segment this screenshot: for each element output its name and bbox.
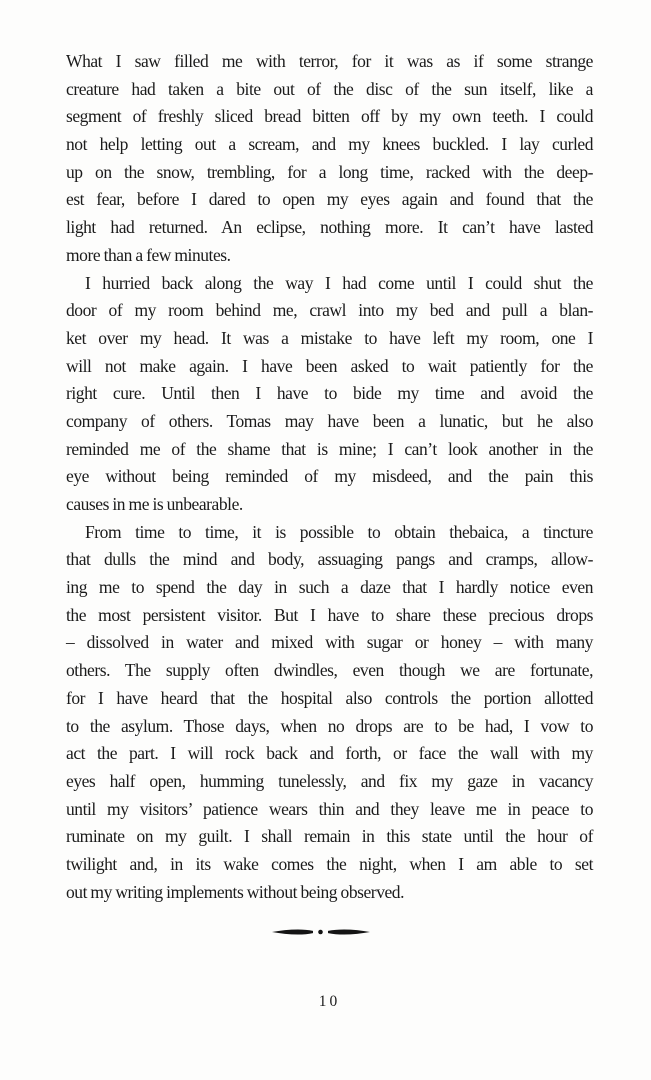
text-line: not help letting out a scream, and my knees buckled. I lay curled [66, 134, 593, 155]
text-line: From time to time, it is possible to obtain thebaica, a tincture [85, 521, 593, 542]
text-line: more than a few minutes. [66, 244, 231, 265]
text-line: reminded me of the shame that is mine; I can’t look another in the [66, 438, 593, 459]
text-line: creature had taken a bite out of the disc of the sun itself, like a [66, 78, 593, 99]
text-line: out my writing implements without being observed. [66, 881, 405, 902]
text-line: others. The supply often dwindles, even though we are fortunate, [66, 660, 593, 681]
scene-break-ornament [272, 926, 370, 938]
text-line: that dulls the mind and body, assuaging pangs and cramps, allow- [66, 549, 593, 570]
divider-ornament-icon [272, 926, 370, 938]
paragraph [66, 48, 593, 270]
page-number: 10 [318, 993, 341, 1010]
text-line: eyes half open, humming tunelessly, and fix my gaze in vacancy [66, 770, 593, 791]
text-line: ruminate on my guilt. I shall remain in this state until the hour of [66, 826, 593, 847]
text-line: company of others. Tomas may have been a lunatic, but he also [66, 410, 593, 431]
text-line: – dissolved in water and mixed with sugar or honey – with many [66, 632, 593, 653]
text-line: ket over my head. It was a mistake to have left my room, one I [66, 327, 593, 348]
text-line: act the part. I will rock back and forth, or face the wall with my [66, 743, 593, 764]
text-line: segment of freshly sliced bread bitten off by my own teeth. I could [66, 106, 593, 127]
text-line: for I have heard that the hospital also controls the portion allotted [66, 687, 593, 708]
text-line: will not make again. I have been asked to wait patiently for the [66, 355, 593, 376]
text-line: light had returned. An eclipse, nothing more. It can’t have lasted [66, 217, 593, 238]
text-line: to the asylum. Those days, when no drops are to be had, I vow to [66, 715, 593, 736]
text-line: eye without being reminded of my misdeed, and the pain this [66, 466, 593, 487]
text-line: up on the snow, trembling, for a long time, racked with the deep- [66, 161, 593, 182]
text-line: causes in me is unbearable. [66, 494, 243, 514]
text-line: until my visitors’ patience wears thin and they leave me in peace to [66, 798, 593, 819]
text-line: ing me to spend the day in such a daze that I hardly notice even [66, 577, 593, 598]
text-line: est fear, before I dared to open my eyes again and found that the [66, 189, 593, 210]
text-line: twilight and, in its wake comes the night, when I am able to set [66, 853, 593, 874]
text-line: What I saw filled me with terror, for it was as if some strange [66, 51, 593, 71]
body-text [66, 48, 593, 906]
text-line: I hurried back along the way I had come until I could shut the [85, 272, 593, 293]
paragraph [66, 270, 593, 519]
text-line: the most persistent visitor. But I have to share these precious drops [66, 604, 593, 625]
paragraph [66, 519, 593, 907]
text-line: right cure. Until then I have to bide my time and avoid the [66, 383, 593, 404]
text-line: door of my room behind me, crawl into my bed and pull a blan- [66, 300, 593, 321]
